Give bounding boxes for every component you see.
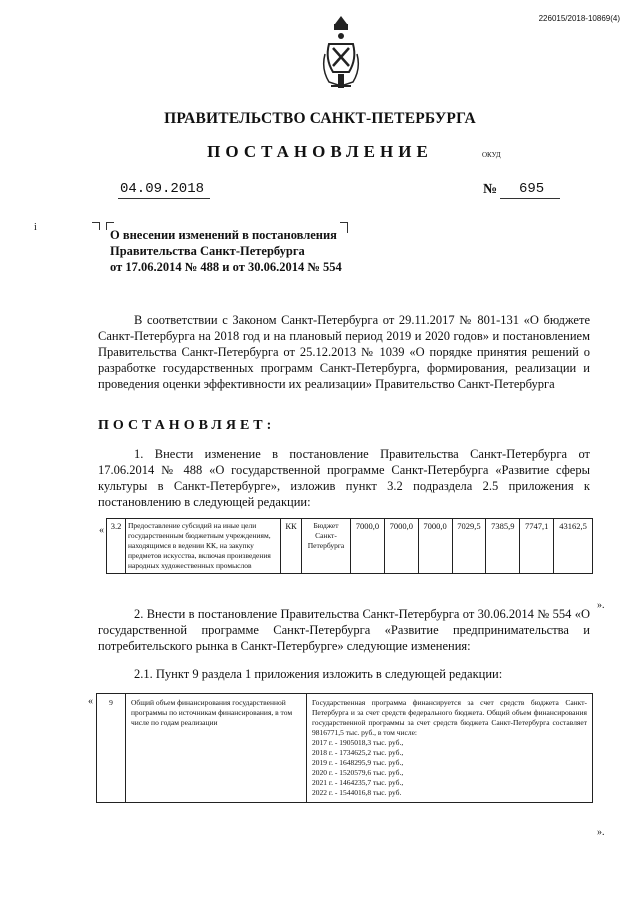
date-underline [118, 198, 210, 199]
table-cell-num: 9 [97, 694, 126, 803]
table-cell-total: 43162,5 [554, 519, 593, 574]
subject-line: Правительства Санкт-Петербурга [110, 244, 305, 258]
table-cell-value: 7000,0 [384, 519, 418, 574]
okud-label: ОКУД [482, 151, 501, 159]
quote-open: « [99, 525, 104, 536]
decree-subject [110, 227, 370, 275]
government-title: ПРАВИТЕЛЬСТВО САНКТ-ПЕТЕРБУРГА [164, 110, 476, 127]
table-cell-num: 3.2 [107, 519, 126, 574]
table-row [97, 694, 593, 803]
margin-mark: i [34, 222, 37, 233]
funding-year-line: 2019 г. - 1648295,9 тыс. руб., [312, 758, 404, 767]
funding-year-line: 2017 г. - 1905018,3 тыс. руб., [312, 738, 404, 747]
resolves-heading: ПОСТАНОВЛЯЕТ: [98, 418, 276, 433]
table-cell-value: 7747,1 [520, 519, 554, 574]
quote-close: ». [597, 827, 605, 838]
number-underline [500, 198, 560, 199]
table-cell-source: Бюджет Санкт-Петербурга [302, 519, 351, 574]
table-cell-value: 7029,5 [452, 519, 486, 574]
funding-year-line: 2021 г. - 1464235,7 тыс. руб., [312, 778, 404, 787]
corner-bracket-left [92, 222, 100, 230]
coat-of-arms-emblem [321, 14, 361, 92]
item-2-paragraph: 2. Внести в постановление Правительства Санкт-Петербурга от 30.06.2014 № 554 «О государственной программе Санкт-Петербурга «Развитие предпринимательства и потребительского рынка в Санкт-Петербурге» следующие изменения: [98, 607, 590, 653]
decree-date: 04.09.2018 [120, 181, 205, 197]
item-1-paragraph: 1. Внести изменение в постановление Правительства Санкт-Петербурга от 17.06.2014 № 488 «О государственной программе Санкт-Петербурга «Развитие сферы культуры в Санкт-Петербурге», изложив пункт 3.2 подраздела 2.5 приложения к постановлению в следующей редакции: [98, 447, 590, 509]
decree-number: 695 [519, 181, 545, 197]
table-cell-executor: КК [281, 519, 302, 574]
quote-close: ». [597, 600, 605, 611]
table-cell-description: Предоставление субсидий на иные цели государственным бюджетным учреждениям, находящимся в ведении КК, на закупку предметов искусства, включая произведения народных художественных промыслов [126, 519, 281, 574]
table-cell-value: 7000,0 [418, 519, 452, 574]
table-row [107, 519, 593, 574]
funding-intro: Государственная программа финансируется за счет средств бюджета Санкт-Петербурга и за счет средств федерального бюджета. Общий объем финансирования государственной программы за счет средств бюджета Санкт-Петербурга составляет 9816771,5 тыс. руб., в том числе: [312, 698, 587, 737]
decree-title: ПОСТАНОВЛЕНИЕ [207, 142, 433, 161]
funding-year-line: 2022 г. - 1544016,8 тыс. руб. [312, 788, 402, 797]
table-cell-value: 7385,9 [486, 519, 520, 574]
preamble-paragraph: В соответствии с Законом Санкт-Петербурга от 29.11.2017 № 801-131 «О бюджете Санкт-Петербурга на 2018 год и на плановый период 2019 и 2020 годов» и постановлением Правительства Санкт-Петербурга от 25.12.2013 № 1039 «О порядке принятия решений о разработке государственных программ Санкт-Петербурга, формирования, реализации и проведения оценки эффективности их реализации» Правительство Санкт-Петербурга [98, 313, 590, 391]
table-cell-content [307, 694, 593, 803]
subject-line: О внесении изменений в постановления [110, 228, 337, 242]
table-cell-value: 7000,0 [351, 519, 385, 574]
number-label: № [483, 182, 498, 197]
item-2-1-paragraph: 2.1. Пункт 9 раздела 1 приложения изложить в следующей редакции: [134, 667, 503, 681]
subject-line: от 17.06.2014 № 488 и от 30.06.2014 № 554 [110, 260, 342, 274]
document-id: 226015/2018-10869(4) [538, 14, 620, 23]
funding-year-line: 2020 г. - 1520579,6 тыс. руб., [312, 768, 404, 777]
quote-open: « [88, 696, 93, 707]
funding-year-line: 2018 г. - 1734625,2 тыс. руб., [312, 748, 404, 757]
table-cell-label: Общий объем финансирования государственной программы по источникам финансирования, в том числе по годам реализации [126, 694, 307, 803]
amendment-table-1 [106, 518, 593, 574]
amendment-table-2 [96, 693, 593, 803]
